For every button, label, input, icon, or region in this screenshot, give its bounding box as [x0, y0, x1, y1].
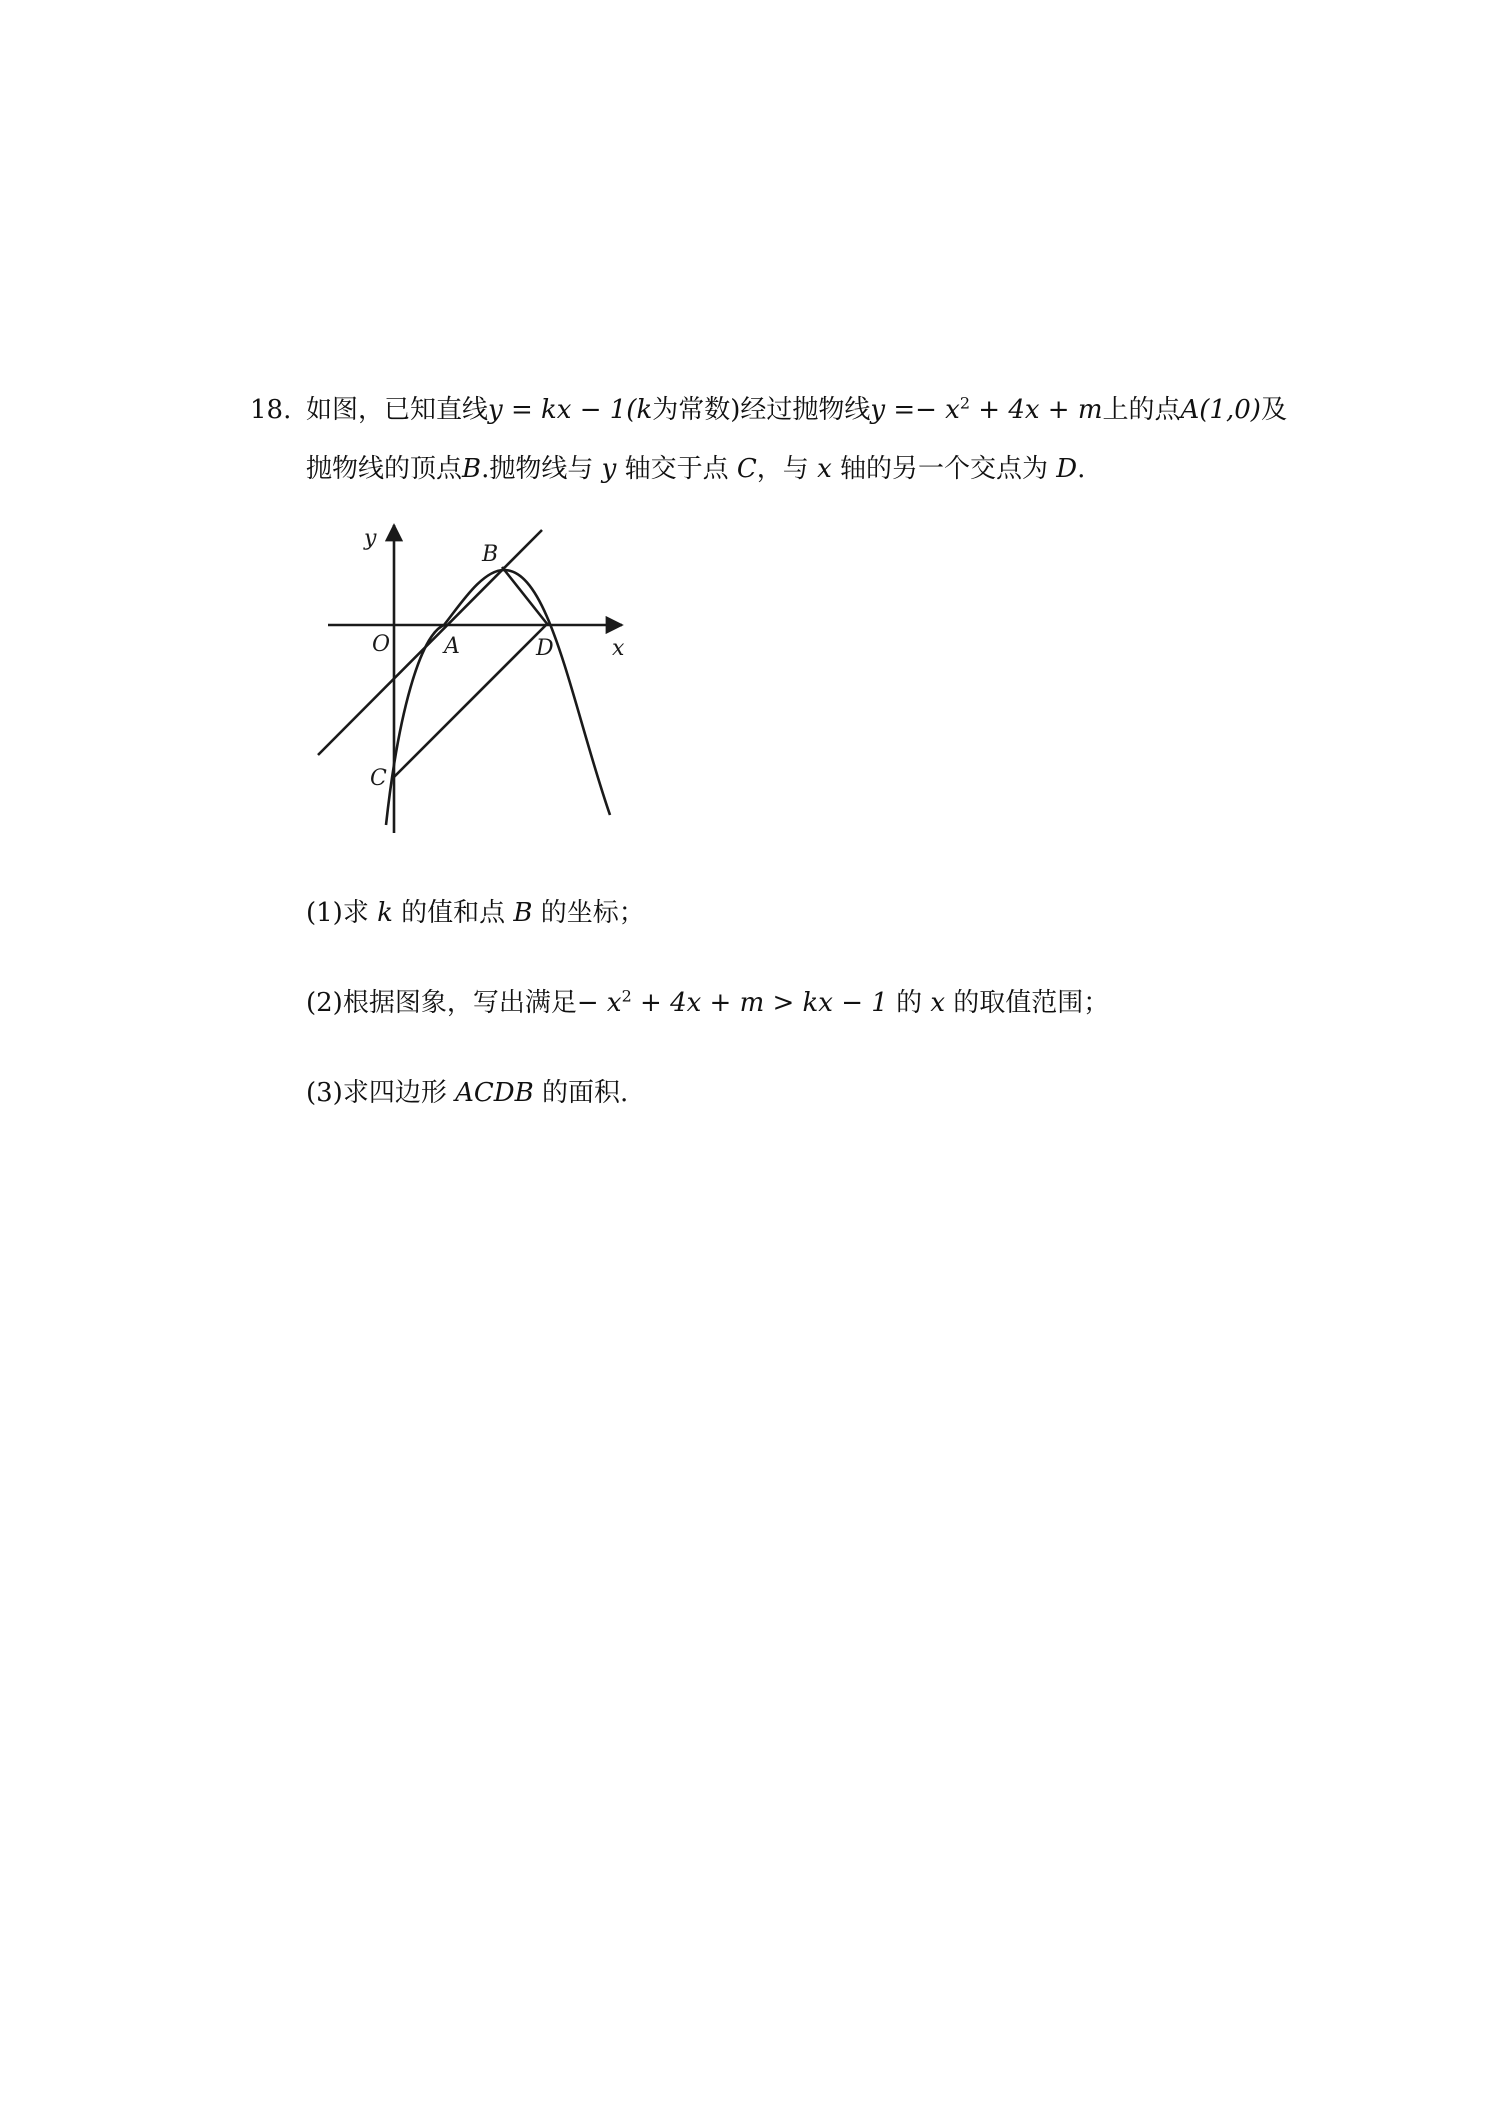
figure-svg — [310, 515, 630, 845]
label-y: y — [364, 526, 377, 551]
s1-text-2: 的值和点 — [392, 898, 514, 928]
label-x: x — [612, 636, 625, 661]
q1-exponent: 2 — [959, 393, 970, 413]
q2-y: y — [601, 454, 617, 484]
label-a: A — [444, 634, 460, 659]
s2-text-1: (2)根据图象，写出满足 — [306, 988, 577, 1018]
q2-text-4: ，与 — [756, 454, 818, 484]
subquestion-2 — [306, 986, 1109, 1020]
q2-text-3: 轴交于点 — [616, 454, 737, 484]
s1-text-3: 的坐标； — [532, 898, 645, 928]
question-number: 18. — [250, 395, 292, 425]
q1-parabola-eq-b: + 4x + m — [970, 395, 1103, 425]
s2-eq-a: − x — [576, 988, 622, 1018]
parabola-figure — [310, 515, 630, 845]
s1-b: B — [513, 898, 533, 928]
line-ab — [318, 530, 542, 755]
subquestion-3 — [306, 1076, 628, 1110]
q2-x: x — [817, 454, 832, 484]
q1-text-3: 上的点 — [1102, 395, 1181, 425]
label-b: B — [482, 542, 499, 567]
q2-text-5: 轴的另一个交点为 — [831, 454, 1057, 484]
s1-k: k — [377, 898, 393, 928]
q2-text-1: 抛物线的顶点 — [306, 454, 463, 484]
segment-bd — [502, 567, 548, 625]
s2-exponent: 2 — [621, 986, 632, 1006]
q1-parabola-eq-a: y =− x — [870, 395, 960, 425]
s2-x: x — [930, 988, 946, 1018]
q1-text-4: 及 — [1260, 395, 1287, 425]
q2-c: C — [736, 454, 757, 484]
q1-k: k — [636, 395, 653, 425]
parabola-curve — [386, 570, 610, 825]
s3-text-2: 的面积. — [533, 1078, 629, 1108]
s2-text-2: 的 — [887, 988, 931, 1018]
s3-quad-name: ACDB — [455, 1078, 534, 1108]
s2-text-3: 的取值范围； — [945, 988, 1110, 1018]
q2-text-6: . — [1077, 454, 1086, 484]
question-line-1 — [250, 393, 1287, 427]
s3-text-1: (3)求四边形 — [306, 1078, 456, 1108]
label-o: O — [372, 632, 391, 657]
s2-eq-b: + 4x + m > kx − 1 — [631, 988, 888, 1018]
segment-cd — [394, 623, 548, 777]
q1-text-2: 为常数)经过抛物线 — [652, 395, 871, 425]
label-d: D — [536, 636, 554, 661]
q1-line-equation: y = kx − 1( — [488, 395, 637, 425]
question-line-2 — [306, 452, 1085, 486]
subquestion-1 — [306, 896, 645, 930]
q2-d: D — [1056, 454, 1078, 484]
q1-point-a: A(1,0) — [1180, 395, 1261, 425]
q2-b: B — [462, 454, 482, 484]
q1-text-1: 如图，已知直线 — [306, 395, 489, 425]
q2-text-2: .抛物线与 — [481, 454, 602, 484]
label-c: C — [370, 766, 387, 791]
s1-text-1: (1)求 — [306, 898, 378, 928]
